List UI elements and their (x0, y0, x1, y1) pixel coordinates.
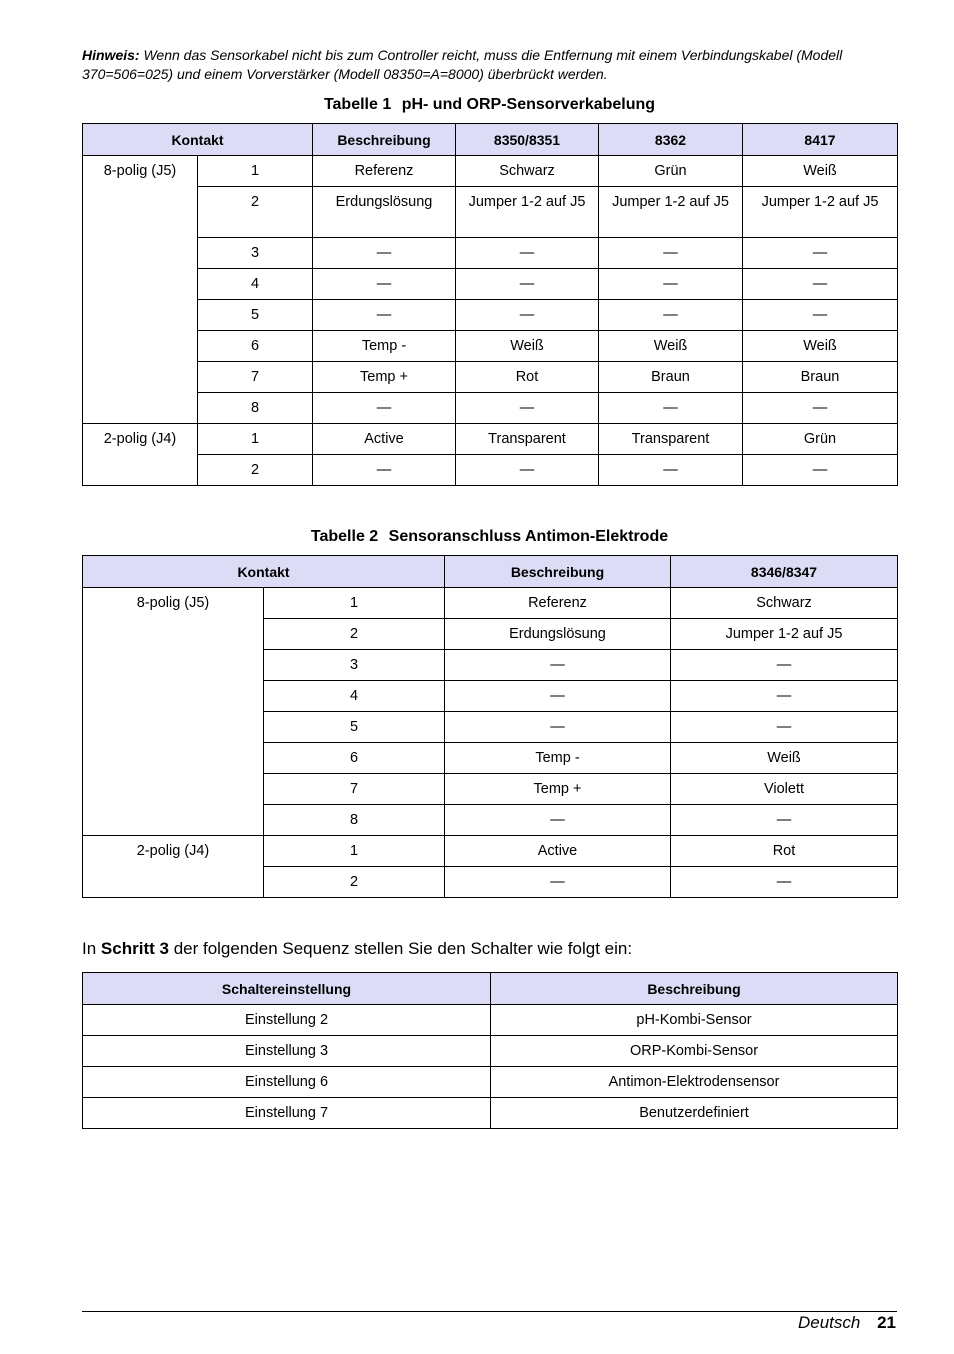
table-cell: — (445, 867, 671, 898)
table-cell: 2 (264, 867, 445, 898)
note-paragraph (82, 46, 902, 84)
table-row (83, 331, 898, 362)
page-number: 21 (877, 1313, 896, 1332)
table-cell: Weiß (743, 331, 898, 362)
table-cell: — (313, 269, 456, 300)
table-cell: — (743, 300, 898, 331)
table-cell: — (445, 650, 671, 681)
table-cell: Rot (456, 362, 599, 393)
table-cell: Rot (671, 836, 898, 867)
table-cell: Temp - (313, 331, 456, 362)
table-cell: — (671, 867, 898, 898)
table-cell: 1 (264, 588, 445, 619)
footer-divider (82, 1311, 897, 1312)
table-row (83, 1005, 898, 1036)
table-cell: Referenz (313, 156, 456, 187)
table-cell: 5 (198, 300, 313, 331)
table-cell: 5 (264, 712, 445, 743)
table-header-row (83, 973, 898, 1005)
table-cell: Einstellung 6 (83, 1067, 491, 1098)
table-cell: 4 (264, 681, 445, 712)
table-cell: — (599, 238, 743, 269)
table-header-row (83, 556, 898, 588)
table-cell: 3 (264, 650, 445, 681)
column-header: Schaltereinstellung (83, 973, 491, 1005)
table-cell: — (445, 712, 671, 743)
table-cell: 7 (264, 774, 445, 805)
table-row (83, 836, 898, 867)
column-header: Beschreibung (445, 556, 671, 588)
table-cell: Einstellung 3 (83, 1036, 491, 1067)
table-cell: Temp + (313, 362, 456, 393)
table-row (83, 1067, 898, 1098)
table-cell: — (445, 681, 671, 712)
table-cell: Transparent (599, 424, 743, 455)
table2-caption (82, 527, 897, 547)
table1-caption (82, 95, 897, 115)
table-cell: Weiß (671, 743, 898, 774)
note-text: Wenn das Sensorkabel nicht bis zum Controller reicht, muss die Entfernung mit einem Verbindungskabel (Modell 370=506=025) und einem Vorverstärker (Modell 08350=A=8000) überbrückt werden. (82, 47, 843, 82)
table-cell: — (456, 393, 599, 424)
table-cell: — (743, 269, 898, 300)
table-cell: 2 (264, 619, 445, 650)
column-header: Beschreibung (313, 124, 456, 156)
table-cell: Temp - (445, 743, 671, 774)
table-cell: — (456, 455, 599, 486)
table2 (82, 555, 898, 898)
intro-pre: In (82, 939, 97, 958)
table-cell: 6 (264, 743, 445, 774)
table-cell: — (599, 300, 743, 331)
table-row (83, 300, 898, 331)
table-cell: pH-Kombi-Sensor (491, 1005, 898, 1036)
group-label-cell: 8-polig (J5) (83, 156, 198, 424)
table-cell: — (743, 393, 898, 424)
table-cell: Temp + (445, 774, 671, 805)
group-label-cell: 8-polig (J5) (83, 588, 264, 836)
group-label-cell: 2-polig (J4) (83, 836, 264, 898)
table-cell: Braun (743, 362, 898, 393)
table1 (82, 123, 898, 486)
table-cell: 1 (198, 424, 313, 455)
table-cell: — (313, 300, 456, 331)
table-cell: 8 (198, 393, 313, 424)
table-cell: 6 (198, 331, 313, 362)
column-header: Kontakt (83, 556, 445, 588)
table-cell: 4 (198, 269, 313, 300)
table-cell: — (599, 393, 743, 424)
table-cell: Erdungslösung (445, 619, 671, 650)
table-row (83, 424, 898, 455)
group-label-cell: 2-polig (J4) (83, 424, 198, 486)
table2-number: Tabelle 2 (310, 528, 379, 545)
note-label: Hinweis: (82, 47, 140, 63)
table-row (83, 362, 898, 393)
footer-language: Deutsch (797, 1313, 861, 1332)
column-header: Beschreibung (491, 973, 898, 1005)
table-row (83, 238, 898, 269)
table-cell: Erdungslösung (313, 187, 456, 238)
table-cell: — (445, 805, 671, 836)
table1-number: Tabelle 1 (323, 96, 392, 113)
table2-title: Sensoranschluss Antimon-Elektrode (388, 528, 669, 545)
column-header: 8417 (743, 124, 898, 156)
table-cell: Einstellung 2 (83, 1005, 491, 1036)
table-cell: Referenz (445, 588, 671, 619)
table-cell: — (313, 238, 456, 269)
table3 (82, 972, 898, 1129)
table-row (83, 588, 898, 619)
table-cell: — (671, 681, 898, 712)
table-cell: Antimon-Elektrodensensor (491, 1067, 898, 1098)
table-cell: — (671, 650, 898, 681)
table-row (83, 156, 898, 187)
intro-paragraph (82, 938, 897, 960)
table-cell: Active (445, 836, 671, 867)
table-row (83, 1098, 898, 1129)
table-cell: Active (313, 424, 456, 455)
column-header: Kontakt (83, 124, 313, 156)
table-row (83, 1036, 898, 1067)
column-header: 8350/8351 (456, 124, 599, 156)
table-cell: — (671, 805, 898, 836)
table-cell: — (313, 455, 456, 486)
table-cell: 2 (198, 455, 313, 486)
column-header: 8362 (599, 124, 743, 156)
table-cell: — (313, 393, 456, 424)
table-cell: — (743, 455, 898, 486)
intro-post: der folgenden Sequenz stellen Sie den Schalter wie folgt ein: (173, 939, 633, 958)
table-row (83, 187, 898, 238)
table-cell: Transparent (456, 424, 599, 455)
table-cell: Jumper 1-2 auf J5 (743, 187, 898, 238)
table-cell: Einstellung 7 (83, 1098, 491, 1129)
table-cell: ORP-Kombi-Sensor (491, 1036, 898, 1067)
table-cell: Grün (599, 156, 743, 187)
table-cell: — (456, 238, 599, 269)
column-header: 8346/8347 (671, 556, 898, 588)
table-cell: Grün (743, 424, 898, 455)
table-cell: Weiß (456, 331, 599, 362)
table-cell: — (671, 712, 898, 743)
table-cell: — (599, 455, 743, 486)
table-cell: Schwarz (456, 156, 599, 187)
table-cell: 1 (198, 156, 313, 187)
page-footer (798, 1312, 896, 1334)
table1-title: pH- und ORP-Sensorverkabelung (401, 96, 656, 113)
table-cell: 2 (198, 187, 313, 238)
table-cell: — (599, 269, 743, 300)
table-cell: Violett (671, 774, 898, 805)
table-cell: — (456, 300, 599, 331)
table-row (83, 455, 898, 486)
table-cell: 1 (264, 836, 445, 867)
table-cell: Weiß (743, 156, 898, 187)
table-cell: Weiß (599, 331, 743, 362)
table-cell: 3 (198, 238, 313, 269)
table-cell: 7 (198, 362, 313, 393)
table-row (83, 269, 898, 300)
intro-step: Schritt 3 (100, 939, 169, 958)
table-header-row (83, 124, 898, 156)
table-cell: Jumper 1-2 auf J5 (599, 187, 743, 238)
table-cell: Jumper 1-2 auf J5 (456, 187, 599, 238)
table-row (83, 393, 898, 424)
table-cell: — (743, 238, 898, 269)
table-cell: Jumper 1-2 auf J5 (671, 619, 898, 650)
table-cell: Benutzerdefiniert (491, 1098, 898, 1129)
table-cell: Braun (599, 362, 743, 393)
table-cell: Schwarz (671, 588, 898, 619)
table-cell: — (456, 269, 599, 300)
table-cell: 8 (264, 805, 445, 836)
